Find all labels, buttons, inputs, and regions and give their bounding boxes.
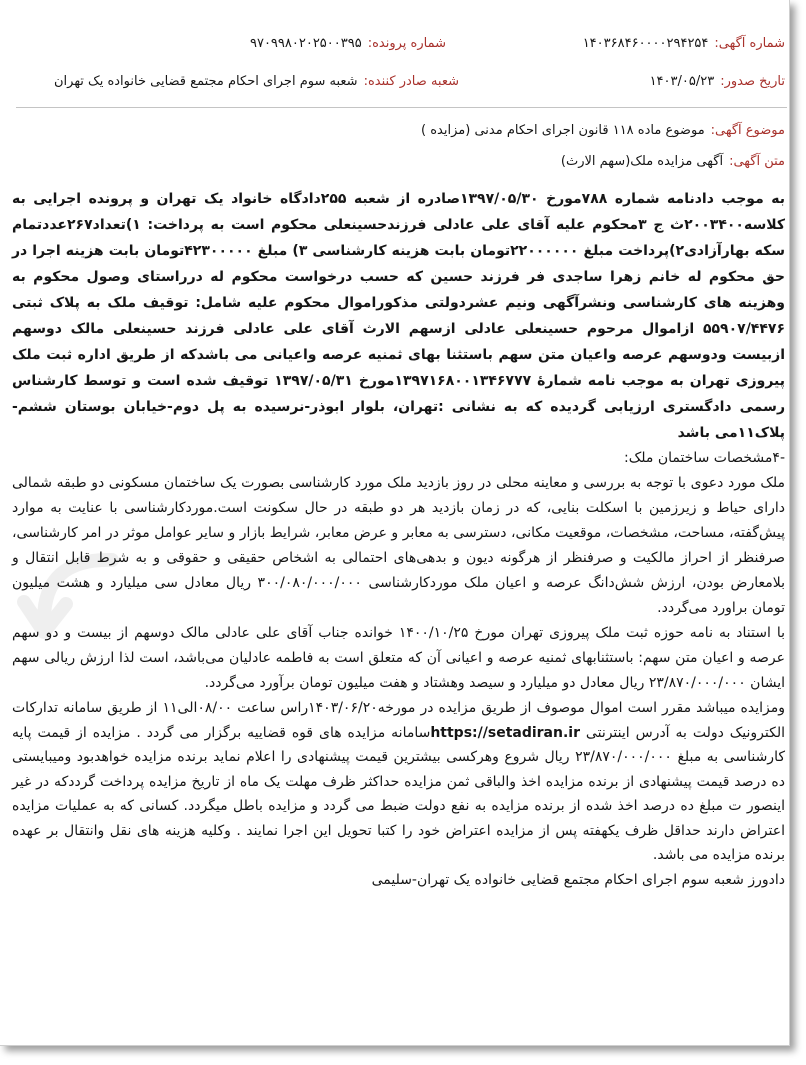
issuing-branch-label: شعبه صادر کننده: [363, 74, 459, 89]
notice-text-label: متن آگهی: [729, 154, 785, 169]
issuing-branch-row [54, 72, 459, 92]
case-number-label: شماره پرونده: [367, 36, 446, 51]
paragraph-auction-terms [12, 696, 785, 868]
auction-terms-text-end: سامانه مزایده های قوه قضاییه برگزار می گردد . مزایده از قیمت پایه کارشناسی به مبلغ ۲۳/۸۷۰/۰۰۰/۰۰۰ ریال شروع وهرکسی بیشترین قیمت پیشنهادی را اعلام نماید برنده مزایده خواهدبود ومیبایستی ده درصد قیمت پیشنهادی از برنده مزایده اخذ والباقی ثمن مزایده حداکثر ظرف مهلت یک ماه از تاریخ مزایده پرداخت گرددکه در غیر اینصور ت مبلغ ده درصد اخذ شده از برنده مزایده به نفع دولت ضبط می گردد و مزایده باطل میگردد. کسانی که به عملیات مزایده اعتراض دارند حداقل ظرف یکهفته پس از مزایده اعتراض خود را کتبا تحویل این اجرا نمایند . وکلیه هزینه های نقل وانتقال بر عهده برنده مزایده می باشد. [12, 724, 785, 863]
issue-date-label: تاریخ صدور: [720, 74, 785, 89]
auction-website-url: https://setadiran.ir [430, 724, 580, 741]
notice-body [12, 186, 785, 892]
case-number-row [250, 34, 446, 54]
building-specs-heading: -۴مشخصات ساختمان ملک: [623, 450, 785, 466]
paragraph-judgment: به موجب دادنامه شماره ۷۸۸مورخ ۱۳۹۷/۰۵/۳۰صادره از شعبه ۲۵۵دادگاه خانواد یک تهران و پرونده اجرایی به کلاسه۲۰۰۳۴۰۰ث ج ۳محکوم علیه آقای علی عادلی فرزندحسینعلی محکوم است به پرداخت: ۱)تعداد۲۶۷عددتمام سکه بهارآزادی۲)پرداخت مبلغ ۲۲۰۰۰۰۰۰تومان بابت هزینه کارشناسی ۳) مبلغ ۴۲۳۰۰۰۰۰تومان بابت هزینه اجرا در حق محکوم له خانم زهرا ساجدی فر فرزند حسین که حسب درخواست محکوم له درراستای وصول محکوم به وهزینه های کارشناسی ونشرآگهی ونیم عشردولتی مذکوراموال محکوم علیه شامل: توقیف ملک به پلاک ثبتی ۵۵۹۰۷/۴۴۷۶ ازاموال مرحوم حسینعلی عادلی ازسهم الارث آقای علی عادلی فرزند حسینعلی مالک دوسهم ازبیست ودوسهم عرصه واعیان متن سهم باستثنا بهای ثمنیه عرصه واعیانی می باشدکه از طریق اداره ثبت ملک پیروزی تهران به موجب نامه شمارهٔ ۱۳۹۷۱۶۸۰۰۱۳۴۶۷۷۷مورخ ۱۳۹۷/۰۵/۳۱ توقیف شده است و توسط کارشناس رسمی دادگستری ارزیابی گردیده که به نشانی :تهران، بلوار ابوذر-نرسیده به پل دوم-خیابان بوستان ششم-پلاک۱۱می باشد [12, 191, 786, 441]
ad-number-label: شماره آگهی: [714, 36, 785, 51]
ad-number-row [583, 34, 785, 54]
notice-text-row [561, 152, 785, 172]
header-divider [16, 107, 787, 108]
issue-date-row [650, 72, 785, 92]
subject-label: موضوع آگهی: [710, 123, 785, 138]
issue-date-value: ۱۴۰۳/۰۵/۲۳ [649, 74, 715, 89]
subject-value: موضوع ماده ۱۱۸ قانون اجرای احکام مدنی (مزایده ) [421, 123, 705, 138]
subject-row [421, 121, 785, 141]
case-number-value: ۹۷۰۹۹۸۰۲۰۲۵۰۰۳۹۵ [249, 36, 362, 51]
auction-terms-text-start: ومزایده میباشد مقرر است اموال موصوف از طریق مزایده در مورخه۱۴۰۳/۰۶/۲۰راس ساعت ۰۸/۰۰الی۱۱ از طریق سامانه تدارکات الکترونیک دولت به آدرس اینترنتی [12, 700, 785, 741]
ad-number-value: ۱۴۰۳۶۸۴۶۰۰۰۰۲۹۴۲۵۴ [582, 36, 709, 51]
paragraph-share-value: با استناد به نامه حوزه ثبت ملک پیروزی تهران مورخ ۱۴۰۰/۱۰/۲۵ خوانده جناب آقای علی عادلی مالک دوسهم از بیست و دو سهم عرصه و اعیان متن سهم: باستثنابهای ثمنیه عرصه و اعیانی آن که متعلق است به فاطمه عادلیان می‌باشد، است لذا ارزش ریالی سهم ایشان ۲۳/۸۷۰/۰۰۰/۰۰۰ ریال معادل دو میلیارد و سیصد وهشتاد و هفت میلیون تومان برآورد می‌گردد. [12, 625, 786, 691]
issuing-branch-value: شعبه سوم اجرای احکام مجتمع قضایی خانواده یک تهران [53, 74, 358, 89]
paragraph-building-specs: ملک مورد دعوی با توجه به بررسی و معاینه محلی در روز بازدید ملک مورد کارشناسی بصورت یک ساختمان مسکونی دو طبقه شمالی دارای حیاط و زیرزمین با اسکلت بنایی، که در زمان بازدید هر دو طبقه در حال سکونت است.موردکارشناسی با عنایت به موارد پیش‌گفته، مساحت، مشخصات، موقعیت مکانی، دسترسی به معابر و عرض معابر، شرایط بازار و سایر عوامل موثر در امر کارشناسی، صرفنظر از احراز مالکیت و صرفنظر از هرگونه دیون و بدهی‌های احتمالی به اشخاص حقیقی و حقوقی و به شرط قابل انتقال و بلامعارض بودن، ارزش شش‌دانگ عرصه و اعیان ملک موردکارشناسی ۳۰۰/۰۸۰/۰۰۰/۰۰۰ ریال معادل سی میلیارد و هشت میلیون تومان براورد می‌گردد. [12, 475, 786, 616]
notice-text-value: آگهی مزایده ملک(سهم الارث) [560, 154, 724, 169]
signature: دادورز شعبه سوم اجرای احکام مجتمع قضایی خانواده یک تهران-سلیمی [371, 871, 785, 888]
